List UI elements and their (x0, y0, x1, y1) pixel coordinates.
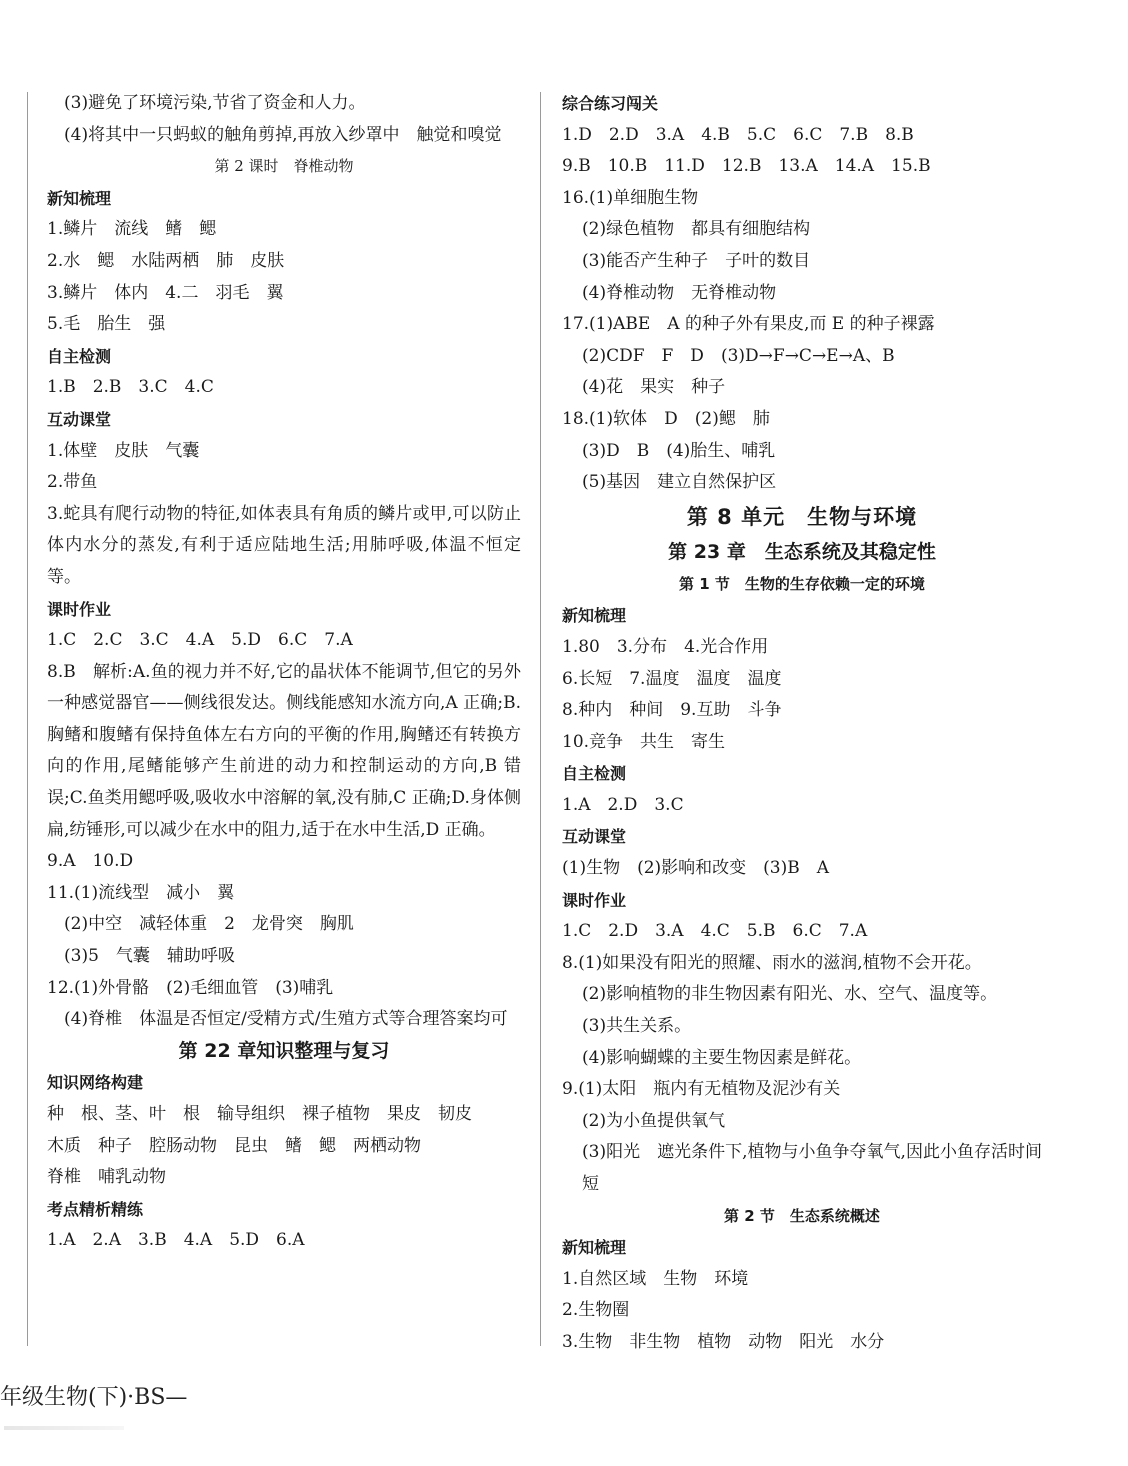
section-heading: 考点精析精练 (47, 1199, 144, 1219)
lesson-title: 第 2 课时 脊椎动物 (214, 157, 354, 176)
answer-line: (2)影响植物的非生物因素有阳光、水、空气、温度等。 (582, 984, 998, 1005)
answer-line: 12.(1)外骨骼 (2)毛细血管 (3)哺乳 (47, 977, 334, 998)
answer-line: 1.C 2.C 3.C 4.A 5.D 6.C 7.A (47, 630, 353, 651)
section-title: 第 1 节 生物的生存依赖一定的环境 (679, 574, 925, 593)
answer-line: 9.(1)太阳 瓶内有无植物及泥沙有关 (562, 1079, 841, 1100)
section-title: 第 2 节 生态系统概述 (724, 1206, 880, 1225)
answer-line: 种 根、茎、叶 根 输导组织 裸子植物 果皮 韧皮 (47, 1104, 472, 1124)
answer-line: 6.长短 7.温度 温度 温度 (562, 668, 782, 689)
section-heading: 综合练习闯关 (562, 94, 659, 113)
answer-line: 1.鳞片 流线 鳍 鳃 (47, 219, 217, 240)
answer-line: 3.鳞片 体内 4.二 羽毛 翼 (47, 282, 284, 303)
section-heading: 新知梳理 (47, 188, 112, 208)
answer-line: (1)生物 (2)影响和改变 (3)B A (562, 858, 830, 879)
answer-line: (3)共生关系。 (582, 1016, 692, 1037)
answer-line: (3)阳光 遮光条件下,植物与小鱼争夺氧气,因此小鱼存活时间短 (582, 1142, 1042, 1194)
section-heading: 新知梳理 (562, 606, 627, 626)
answer-line: 8.B 解析:A.鱼的视力并不好,它的晶状体不能调节,但它的另外一种感觉器官——侧线很发达。侧线能感知水流方向,A 正确;B.胸鳍和腹鳍有保持鱼体左右方向的平衡的作用,胸鳍还有转换方向的作用,尾鳍能够产生前进的动力和控制运动的方向,B 错误;C.鱼类用鳃呼吸,吸收水中溶解的氧,没有肺,C 正确;D.身体侧扁,纺锤形,可以减少在水中的阻力,适于在水中生活,D 正确。 (47, 661, 521, 840)
answer-line: (2)中空 减轻体重 2 龙骨突 胸肌 (64, 914, 354, 935)
answer-line: 5.毛 胎生 强 (47, 314, 166, 335)
answer-line: 1.B 2.B 3.C 4.C (47, 377, 214, 398)
right-column (562, 88, 1042, 1359)
answer-line: 3.生物 非生物 植物 动物 阳光 水分 (562, 1331, 885, 1352)
footer-grade-subject: 年级生物(下)·BS— (0, 1385, 188, 1410)
left-column (47, 88, 521, 1257)
answer-line: (2)CDF F D (3)D→F→C→E→A、B (582, 345, 895, 366)
section-heading: 课时作业 (47, 599, 112, 619)
section-heading: 互动课堂 (562, 827, 627, 847)
answer-line: 1.体壁 皮肤 气囊 (47, 440, 200, 461)
answer-line: 16.(1)单细胞生物 (562, 187, 699, 208)
answer-line: 1.D 2.D 3.A 4.B 5.C 6.C 7.B 8.B (562, 124, 914, 145)
answer-line: (3)D B (4)胎生、哺乳 (582, 440, 776, 461)
answer-line: 2.水 鳃 水陆两栖 肺 皮肤 (47, 250, 285, 271)
answer-line: (4)脊椎 体温是否恒定/受精方式/生殖方式等合理答案均可 (64, 1009, 508, 1030)
answer-line: 1.C 2.D 3.A 4.C 5.B 6.C 7.A (562, 921, 868, 942)
chapter-review-title: 第 22 章知识整理与复习 (178, 1039, 390, 1062)
answer-line: 2.生物圈 (562, 1300, 630, 1321)
answer-line: 10.竞争 共生 寄生 (562, 731, 726, 752)
section-heading: 知识网络构建 (47, 1073, 144, 1093)
answer-line: 17.(1)ABE A 的种子外有果皮,而 E 的种子裸露 (562, 314, 935, 335)
answer-line: 3.蛇具有爬行动物的特征,如体表具有角质的鳞片或甲,可以防止体内水分的蒸发,有利于适应陆地生活;用肺呼吸,体温不恒定等。 (47, 503, 521, 587)
answer-line: 1.80 3.分布 4.光合作用 (562, 636, 769, 657)
answer-line: 8.(1)如果没有阳光的照耀、雨水的滋润,植物不会开花。 (562, 952, 982, 973)
answer-line: 8.种内 种间 9.互助 斗争 (562, 700, 782, 721)
section-heading: 自主检测 (47, 346, 112, 366)
answer-line: 脊椎 哺乳动物 (47, 1167, 166, 1188)
answer-line: 18.(1)软体 D (2)鳃 肺 (562, 408, 770, 429)
answer-line: 1.A 2.D 3.C (562, 794, 684, 815)
section-heading: 新知梳理 (562, 1238, 627, 1258)
answer-line: (2)为小鱼提供氧气 (582, 1110, 726, 1131)
answer-line: 2.带鱼 (47, 472, 98, 493)
answer-line: (3)能否产生种子 子叶的数目 (582, 250, 811, 271)
left-margin-rule (27, 92, 28, 1346)
answer-line: (4)将其中一只蚂蚁的触角剪掉,再放入纱罩中 触觉和嗅觉 (64, 124, 502, 145)
answer-line: (5)基因 建立自然保护区 (582, 472, 777, 493)
answer-line: 11.(1)流线型 减小 翼 (47, 882, 235, 903)
answer-line: (3)5 气囊 辅助呼吸 (64, 946, 235, 967)
answer-line: 9.B 10.B 11.D 12.B 13.A 14.A 15.B (562, 156, 931, 177)
section-heading: 课时作业 (562, 890, 627, 910)
column-divider (540, 92, 541, 1346)
answer-line: (4)脊椎动物 无脊椎动物 (582, 282, 777, 303)
section-heading: 互动课堂 (47, 409, 112, 429)
answer-line: 木质 种子 腔肠动物 昆虫 鳍 鳃 两栖动物 (47, 1135, 421, 1156)
answer-line: (4)影响蝴蝶的主要生物因素是鲜花。 (582, 1047, 862, 1068)
chapter-title: 第 23 章 生态系统及其稳定性 (668, 540, 936, 563)
scan-smudge (4, 1426, 124, 1430)
answer-line: (3)避免了环境污染,节省了资金和人力。 (64, 93, 366, 113)
answer-line: (2)绿色植物 都具有细胞结构 (582, 219, 811, 240)
answer-line: 1.A 2.A 3.B 4.A 5.D 6.A (47, 1230, 305, 1251)
answer-line: (4)花 果实 种子 (582, 377, 726, 398)
section-heading: 自主检测 (562, 764, 627, 784)
answer-line: 9.A 10.D (47, 851, 134, 872)
unit-title: 第 8 单元 生物与环境 (686, 504, 918, 529)
answer-line: 1.自然区域 生物 环境 (562, 1268, 749, 1289)
